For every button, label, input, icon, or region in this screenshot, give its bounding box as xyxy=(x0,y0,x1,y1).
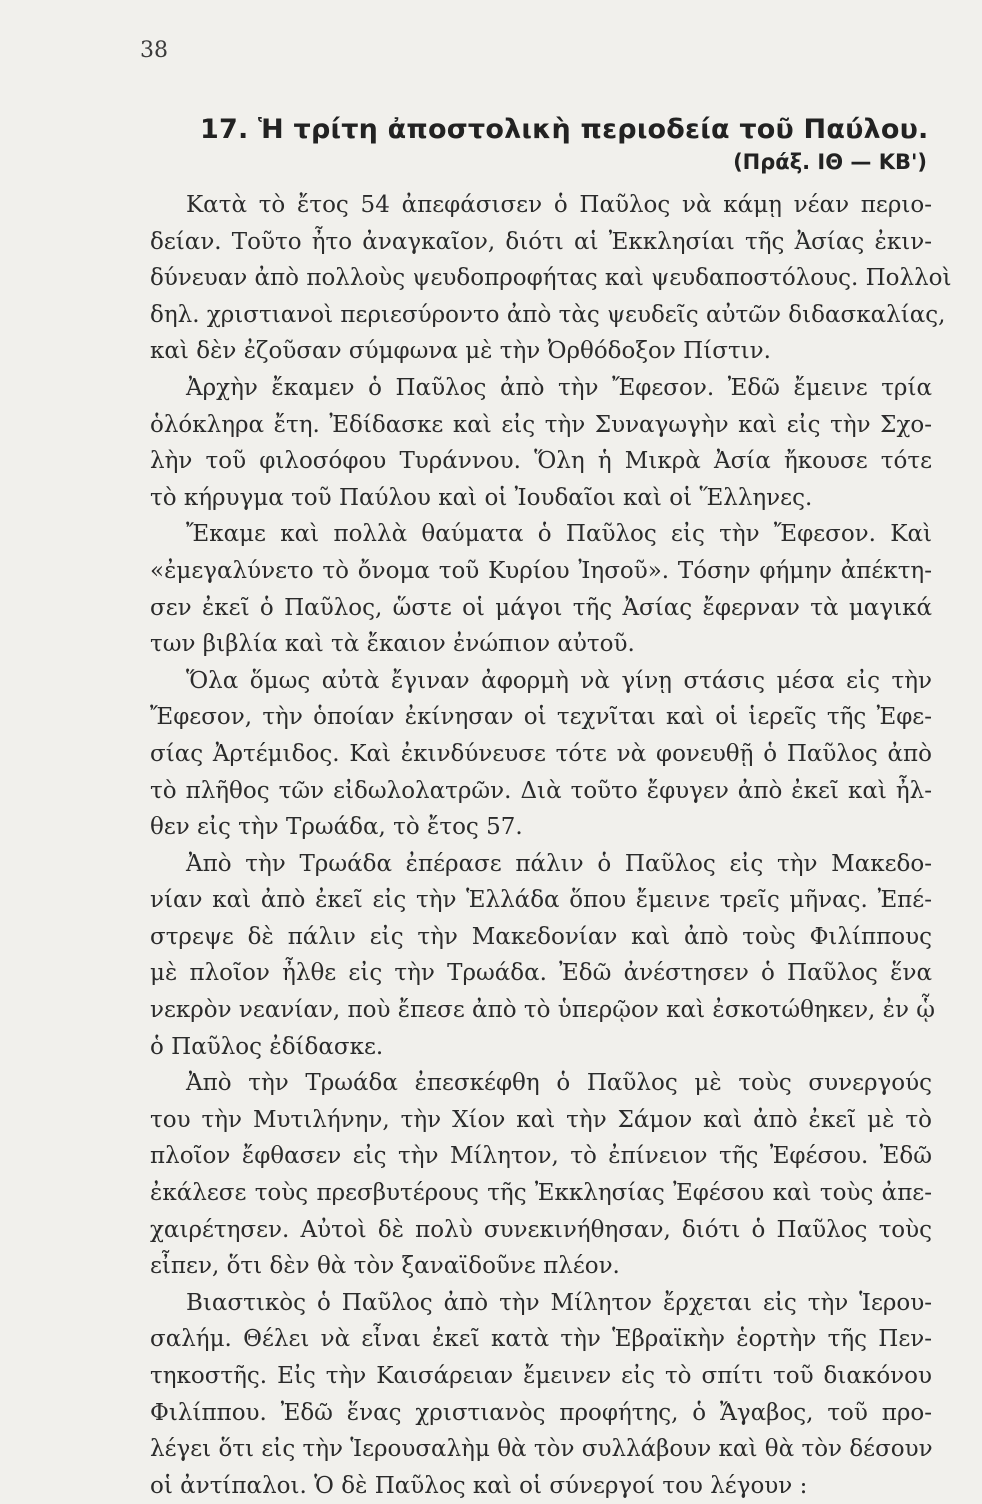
text-line: καὶ δὲν ἐζοῦσαν σύμφωνα μὲ τὴν Ὀρθόδοξον Πίστιν. xyxy=(150,338,771,365)
paragraph xyxy=(150,1285,932,1504)
text-line: «ἐμεγαλύνετο τὸ ὄνομα τοῦ Κυρίου Ἰησοῦ». Τόσην φήμην ἀπέκτη- xyxy=(150,557,932,584)
text-line: σεν ἐκεῖ ὁ Παῦλος, ὥστε οἱ μάγοι τῆς Ἀσίας ἔφερναν τὰ μαγικά xyxy=(150,594,932,621)
text-line: ἐκάλεσε τοὺς πρεσβυτέρους τῆς Ἐκκλησίας Ἐφέσου καὶ τοὺς ἀπε- xyxy=(150,1180,932,1207)
text-line: εἶπεν, ὅτι δὲν θὰ τὸν ξαναϊδοῦνε πλέον. xyxy=(150,1253,620,1280)
text-line: οἱ ἀντίπαλοι. Ὁ δὲ Παῦλος καὶ οἱ σύνεργοί του λέγουν : xyxy=(150,1472,808,1499)
paragraph xyxy=(150,663,932,846)
text-line: τηκοστῆς. Εἰς τὴν Καισάρειαν ἔμεινεν εἰς τὸ σπίτι τοῦ διακόνου xyxy=(150,1363,932,1389)
text-line: νίαν καὶ ἀπὸ ἐκεῖ εἰς τὴν Ἑλλάδα ὅπου ἔμεινε τρεῖς μῆνας. Ἐπέ- xyxy=(150,887,932,914)
text-line: δηλ. χριστιανοὶ περιεσύροντο ἀπὸ τὰς ψευδεῖς αὐτῶν διδασκαλίας, xyxy=(150,301,946,328)
page-number: 38 xyxy=(140,38,168,63)
text-line: χαιρέτησεν. Αὐτοὶ δὲ πολὺ συνεκινήθησαν, διότι ὁ Παῦλος τοὺς xyxy=(150,1216,932,1243)
text-line: ὁλόκληρα ἔτη. Ἐδίδασκε καὶ εἰς τὴν Συναγωγὴν καὶ εἰς τὴν Σχο- xyxy=(150,411,932,438)
text-line: πλοῖον ἔφθασεν εἰς τὴν Μίλητον, τὸ ἐπίνειον τῆς Ἐφέσου. Ἐδῶ xyxy=(150,1143,932,1170)
text-line: λέγει ὅτι εἰς τὴν Ἱερουσαλὴμ θὰ τὸν συλλάβουν καὶ θὰ τὸν δέσουν xyxy=(150,1436,933,1463)
text-line: Ἀρχὴν ἔκαμεν ὁ Παῦλος ἀπὸ τὴν Ἔφεσον. Ἐδῶ ἔμεινε τρία xyxy=(186,374,932,401)
paragraph xyxy=(150,1065,932,1285)
chapter-title: 17. Ἡ τρίτη ἀποστολικὴ περιοδεία τοῦ Παύλου. xyxy=(200,114,929,145)
text-line: του τὴν Μυτιλήνην, τὴν Χίον καὶ τὴν Σάμον καὶ ἀπὸ ἐκεῖ μὲ τὸ xyxy=(150,1106,932,1133)
text-line: σαλήμ. Θέλει νὰ εἶναι ἐκεῖ κατὰ τὴν Ἑβραϊκὴν ἑορτὴν τῆς Πεν- xyxy=(150,1326,932,1353)
paragraph xyxy=(150,846,936,1066)
text-line: των βιβλία καὶ τὰ ἔκαιον ἐνώπιον αὐτοῦ. xyxy=(150,631,635,658)
text-line: δείαν. Τοῦτο ἦτο ἀναγκαῖον, διότι αἱ Ἐκκλησίαι τῆς Ἀσίας ἐκιν- xyxy=(150,228,932,255)
text-line: Βιαστικὸς ὁ Παῦλος ἀπὸ τὴν Μίλητον ἔρχεται εἰς τὴν Ἱερου- xyxy=(186,1289,932,1316)
paragraph xyxy=(150,516,932,662)
text-line: θεν εἰς τὴν Τρωάδα, τὸ ἔτος 57. xyxy=(150,814,523,841)
text-line: Ἀπὸ τὴν Τρωάδα ἐπέρασε πάλιν ὁ Παῦλος εἰς τὴν Μακεδο- xyxy=(186,850,932,877)
text-line: Ἔφεσον, τὴν ὁποίαν ἐκίνησαν οἱ τεχνῖται καὶ οἱ ἱερεῖς τῆς Ἐφε- xyxy=(150,704,932,731)
body-text xyxy=(150,187,952,1504)
text-line: στρεψε δὲ πάλιν εἰς τὴν Μακεδονίαν καὶ ἀπὸ τοὺς Φιλίππους xyxy=(150,923,932,950)
text-line: μὲ πλοῖον ἦλθε εἰς τὴν Τρωάδα. Ἐδῶ ἀνέστησεν ὁ Παῦλος ἕνα xyxy=(150,960,932,987)
text-line: τὸ πλῆθος τῶν εἰδωλολατρῶν. Διὰ τοῦτο ἔφυγεν ἀπὸ ἐκεῖ καὶ ἦλ- xyxy=(150,777,932,804)
text-line: σίας Ἀρτέμιδος. Καὶ ἐκινδύνευσε τότε νὰ φονευθῇ ὁ Παῦλος ἀπὸ xyxy=(150,740,932,767)
text-line: ὁ Παῦλος ἐδίδασκε. xyxy=(150,1033,384,1060)
text-line: νεκρὸν νεανίαν, ποὺ ἔπεσε ἀπὸ τὸ ὑπερῷον καὶ ἐσκοτώθηκεν, ἐν ᾧ xyxy=(150,997,936,1024)
scripture-reference: (Πράξ. ΙΘ — ΚΒ') xyxy=(733,150,927,174)
paragraph xyxy=(150,187,952,370)
text-line: λὴν τοῦ φιλοσόφου Τυράννου. Ὅλη ἡ Μικρὰ Ἀσία ἤκουσε τότε xyxy=(150,448,932,475)
paragraph xyxy=(150,370,932,516)
text-line: τὸ κήρυγμα τοῦ Παύλου καὶ οἱ Ἰουδαῖοι καὶ οἱ Ἕλληνες. xyxy=(150,484,813,511)
text-line: Φιλίππου. Ἐδῶ ἕνας χριστιανὸς προφήτης, ὁ Ἄγαβος, τοῦ προ- xyxy=(150,1399,932,1426)
text-line: δύνευαν ἀπὸ πολλοὺς ψευδοπροφήτας καὶ ψευδαποστόλους. Πολλοὶ xyxy=(150,265,952,292)
text-line: Ὅλα ὅμως αὐτὰ ἔγιναν ἀφορμὴ νὰ γίνῃ στάσις μέσα εἰς τὴν xyxy=(186,667,932,694)
text-line: Ἔκαμε καὶ πολλὰ θαύματα ὁ Παῦλος εἰς τὴν Ἔφεσον. Καὶ xyxy=(186,521,932,548)
text-line: Ἀπὸ τὴν Τρωάδα ἐπεσκέφθη ὁ Παῦλος μὲ τοὺς συνεργούς xyxy=(186,1070,932,1097)
text-line: Κατὰ τὸ ἔτος 54 ἀπεφάσισεν ὁ Παῦλος νὰ κάμῃ νέαν περιο- xyxy=(186,192,932,218)
